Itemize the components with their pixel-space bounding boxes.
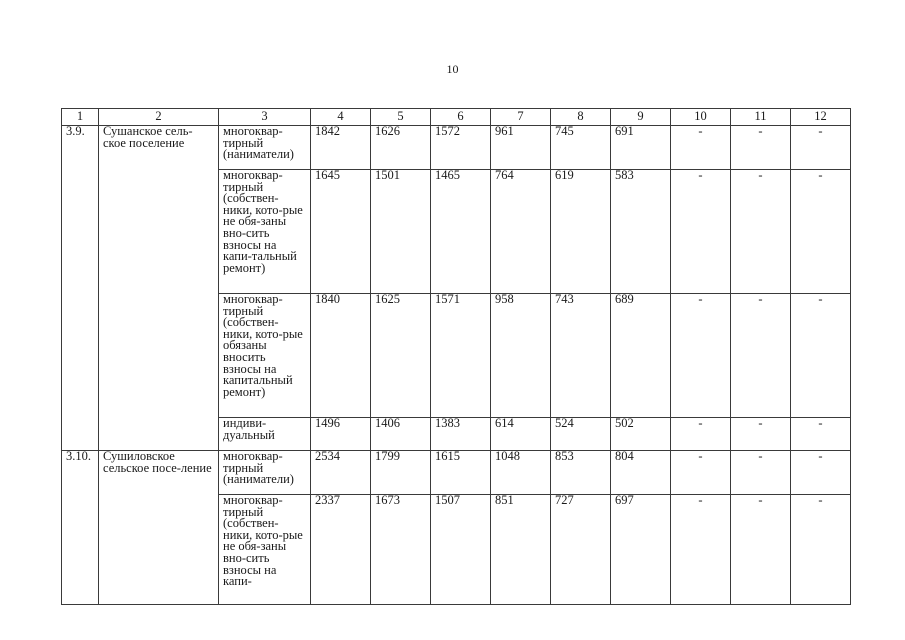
value-cell: 1842 bbox=[311, 126, 371, 170]
column-header: 8 bbox=[551, 109, 611, 126]
value-cell: 502 bbox=[611, 418, 671, 451]
value-cell: 1496 bbox=[311, 418, 371, 451]
value-cell: 619 bbox=[551, 170, 611, 294]
value-cell: 1799 bbox=[371, 451, 431, 495]
value-cell: - bbox=[731, 170, 791, 294]
column-header: 4 bbox=[311, 109, 371, 126]
value-cell: 1383 bbox=[431, 418, 491, 451]
value-cell: - bbox=[671, 294, 731, 418]
value-cell: 851 bbox=[491, 495, 551, 605]
value-cell: - bbox=[791, 126, 851, 170]
value-cell: - bbox=[731, 495, 791, 605]
value-cell: 745 bbox=[551, 126, 611, 170]
value-cell: 2337 bbox=[311, 495, 371, 605]
value-cell: 743 bbox=[551, 294, 611, 418]
value-cell: - bbox=[791, 451, 851, 495]
value-cell: 1406 bbox=[371, 418, 431, 451]
column-header: 9 bbox=[611, 109, 671, 126]
value-cell: - bbox=[671, 495, 731, 605]
value-cell: 1465 bbox=[431, 170, 491, 294]
value-cell: 1626 bbox=[371, 126, 431, 170]
column-header: 5 bbox=[371, 109, 431, 126]
settlement-name: Сушанское сель-ское поселение bbox=[99, 126, 219, 451]
value-cell: 1507 bbox=[431, 495, 491, 605]
value-cell: 614 bbox=[491, 418, 551, 451]
value-cell: 1048 bbox=[491, 451, 551, 495]
tariff-table bbox=[61, 108, 851, 605]
column-header: 6 bbox=[431, 109, 491, 126]
value-cell: 727 bbox=[551, 495, 611, 605]
value-cell: 961 bbox=[491, 126, 551, 170]
item-code: 3.9. bbox=[62, 126, 99, 451]
value-cell: - bbox=[671, 418, 731, 451]
value-cell: - bbox=[791, 418, 851, 451]
value-cell: 1645 bbox=[311, 170, 371, 294]
housing-type: многоквар-тирный (собствен-ники, кото-рые не обя-заны вно-сить взносы на капи- bbox=[219, 495, 311, 605]
value-cell: 1501 bbox=[371, 170, 431, 294]
column-header: 7 bbox=[491, 109, 551, 126]
column-header: 10 bbox=[671, 109, 731, 126]
column-header: 1 bbox=[62, 109, 99, 126]
value-cell: 1615 bbox=[431, 451, 491, 495]
value-cell: 853 bbox=[551, 451, 611, 495]
table-row bbox=[62, 451, 851, 495]
value-cell: 2534 bbox=[311, 451, 371, 495]
value-cell: - bbox=[731, 418, 791, 451]
value-cell: 1625 bbox=[371, 294, 431, 418]
value-cell: - bbox=[791, 294, 851, 418]
value-cell: - bbox=[671, 170, 731, 294]
housing-type: индиви-дуальный bbox=[219, 418, 311, 451]
housing-type: многоквар-тирный (собствен-ники, кото-рые обязаны вносить взносы на капитальный ремонт) bbox=[219, 294, 311, 418]
column-header: 12 bbox=[791, 109, 851, 126]
page-number: 10 bbox=[446, 62, 459, 76]
value-cell: - bbox=[791, 495, 851, 605]
column-header: 11 bbox=[731, 109, 791, 126]
housing-type: многоквар-тирный (наниматели) bbox=[219, 126, 311, 170]
value-cell: 697 bbox=[611, 495, 671, 605]
value-cell: 583 bbox=[611, 170, 671, 294]
housing-type: многоквар-тирный (собствен-ники, кото-рые не обя-заны вно-сить взносы на капи-тальный ремонт) bbox=[219, 170, 311, 294]
column-header: 2 bbox=[99, 109, 219, 126]
value-cell: - bbox=[731, 294, 791, 418]
value-cell: 1572 bbox=[431, 126, 491, 170]
item-code: 3.10. bbox=[62, 451, 99, 605]
value-cell: 691 bbox=[611, 126, 671, 170]
value-cell: 958 bbox=[491, 294, 551, 418]
value-cell: - bbox=[671, 126, 731, 170]
housing-type: многоквар-тирный (наниматели) bbox=[219, 451, 311, 495]
value-cell: 764 bbox=[491, 170, 551, 294]
table-row bbox=[62, 126, 851, 170]
value-cell: 1840 bbox=[311, 294, 371, 418]
value-cell: 689 bbox=[611, 294, 671, 418]
header-row bbox=[62, 109, 851, 126]
column-header: 3 bbox=[219, 109, 311, 126]
value-cell: - bbox=[791, 170, 851, 294]
value-cell: - bbox=[731, 126, 791, 170]
value-cell: - bbox=[671, 451, 731, 495]
value-cell: - bbox=[731, 451, 791, 495]
value-cell: 1673 bbox=[371, 495, 431, 605]
value-cell: 1571 bbox=[431, 294, 491, 418]
settlement-name: Сушиловское сельское посе-ление bbox=[99, 451, 219, 605]
value-cell: 804 bbox=[611, 451, 671, 495]
value-cell: 524 bbox=[551, 418, 611, 451]
